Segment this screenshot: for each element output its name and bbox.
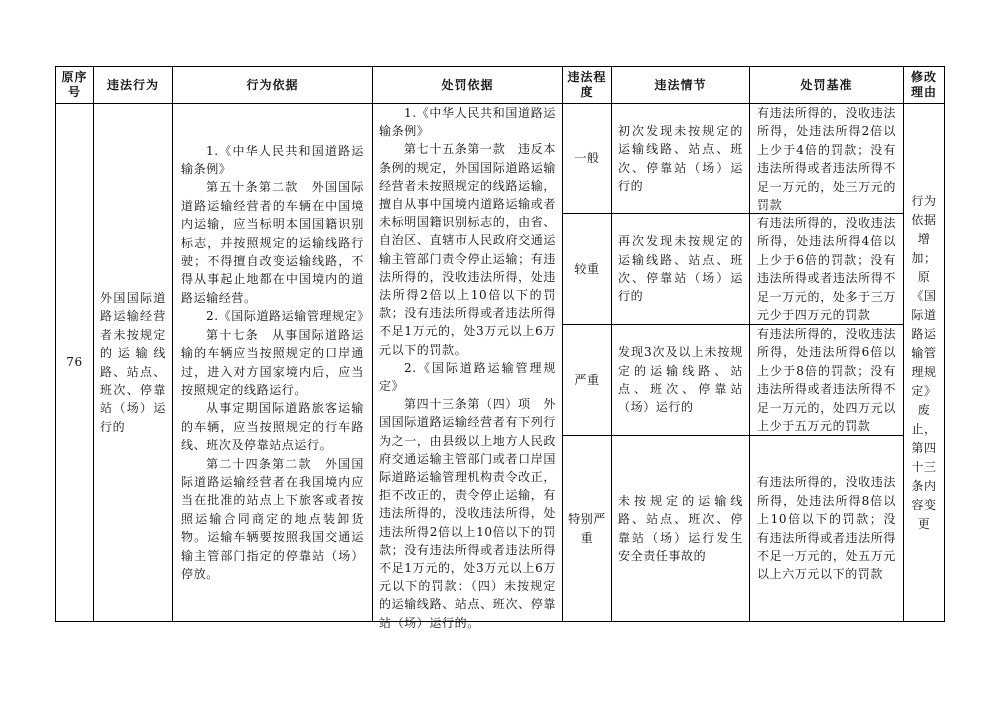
violation-cell [93,103,172,622]
penalty-standard-cell-severe [749,324,903,435]
severity-cell-general [562,103,611,213]
circumstances-text: 初次发现未按规定的运输线路、站点、班次、停靠站（场）运行的 [618,123,743,193]
header-circumstances: 违法情节 [611,66,749,103]
violation-text: 外国国际道路运输经营者未按规定的运输线路、站点、班次、停靠站（场）运行的 [100,290,166,434]
circumstances-text: 再次发现未按规定的运输线路、站点、班次、停靠站（场）运行的 [618,234,743,304]
severity-label: 一般 [574,151,600,166]
conduct-basis-paragraph: 从事定期国际道路旅客运输的车辆，应当按照规定的行车路线、班次及停靠站点运行。 [181,401,364,453]
circumstances-text: 未按规定的运输线路、站点、班次、停靠站（场）运行发生安全责任事故的 [618,493,743,563]
conduct-basis-paragraph: 第二十四条第二款 外国国际道路运输经营者在我国境内应当在批准的站点上下旅客或者按照运输合同商定的地点装卸货物。运输车辆要按照我国交通运输主管部门指定的停靠站（场）停放。 [181,456,364,581]
penalty-standard-text: 有违法所得的，没收违法所得，处违法所得6倍以上少于8倍的罚款；没有违法所得或者违法所得不足一万元的，处四万元以上少于五万元的罚款 [757,327,896,434]
severity-cell-serious [562,213,611,324]
penalty-basis-paragraph: 1.《中华人民共和国道路运输条例》 [379,106,556,139]
conduct-basis-paragraph: 第五十条第二款 外国国际道路运输经营者的车辆在中国境内运输，应当标明本国国籍识别标志，并按照规定的运输线路行驶；不得擅自改变运输线路，不得从事起止地都在中国境内的道路运输经营。 [181,180,364,305]
header-revision-reason: 修改理由 [903,66,945,103]
severity-cell-severe [562,324,611,435]
severity-label: 较重 [574,261,600,276]
penalty-standard-table [55,66,945,630]
header-violation: 违法行为 [93,66,172,103]
severity-label: 特别严重 [568,512,606,545]
penalty-basis-cell [372,103,562,630]
conduct-basis-text [181,142,370,584]
circumstances-cell-serious [611,213,749,324]
circumstances-cell-especially-severe [611,435,749,622]
penalty-standard-text: 有违法所得的，没收违法所得，处违法所得8倍以上10倍以下的罚款；没有违法所得或者违法所得不足一万元的，处五万元以上六万元以下的罚款 [757,475,896,582]
penalty-basis-paragraph: 第四十三条第（四）项 外国国际道路运输经营者有下列行为之一，由县级以上地方人民政府交通运输主管部门或者口岸国际道路运输管理机构责令改正，拒不改正的，责令停止运输，有违法所得的，没收违法所得，处违法所得2倍以上10倍以下的罚款；没有违法所得或者违法所得不足1万元的，处3万元以上6万元以下的罚款：（四）未按规定的运输线路、站点、班次、停靠站（场）运行的。 [379,397,556,630]
header-penalty-standard: 处罚基准 [749,66,903,103]
header-serial: 原序号 [55,66,93,103]
conduct-basis-paragraph: 第十七条 从事国际道路运输的车辆应当按照规定的口岸通过，进入对方国家境内后，应当按照规定的线路运行。 [181,327,364,397]
circumstances-text: 发现3次及以上未按规定的运输线路、站点、班次、停靠站（场）运行的 [618,345,743,415]
conduct-basis-paragraph: 1.《中华人民共和国道路运输条例》 [181,143,364,177]
circumstances-cell-general [611,103,749,213]
severity-label: 严重 [574,372,600,387]
header-severity: 违法程度 [562,66,611,103]
penalty-standard-cell-serious [749,213,903,324]
severity-cell-especially-severe [562,435,611,622]
conduct-basis-paragraph: 2.《国际道路运输管理规定》 [206,309,370,324]
serial-number: 76 [66,355,83,370]
penalty-standard-cell-especially-severe [749,435,903,622]
conduct-basis-cell [172,103,372,622]
penalty-standard-cell-general [749,103,903,213]
revision-reason-cell [903,103,945,622]
penalty-basis-paragraph: 2.《国际道路运输管理规定》 [379,360,556,394]
penalty-standard-text: 有违法所得的，没收违法所得，处违法所得2倍以上少于4倍的罚款；没有违法所得或者违法所得不足一万元的，处三万元的罚款 [757,106,896,213]
circumstances-cell-severe [611,324,749,435]
header-conduct-basis: 行为依据 [172,66,372,103]
penalty-basis-text [379,104,556,632]
penalty-basis-paragraph: 第七十五条第一款 违反本条例的规定，外国国际道路运输经营者未按照规定的线路运输，擅自从事中国境内道路运输或者未标明国籍识别标志的，由省、自治区、直辖市人民政府交通运输主管部门责令停止运输；有违法所得的，没收违法所得，处违法所得2倍以上10倍以下的罚款；没有违法所得或者违法所得不足1万元的，处3万元以上6万元以下的罚款。 [379,142,556,357]
penalty-standard-text: 有违法所得的，没收违法所得，处违法所得4倍以上少于6倍的罚款；没有违法所得或者违法所得不足一万元的，处多于三万元少于四万元的罚款 [757,216,896,323]
header-penalty-basis: 处罚依据 [372,66,562,103]
revision-reason-text: 行为依据增加；原《国际道路运输管理规定》废止，第四十三条内容变更 [911,193,937,531]
serial-number-cell [55,103,93,622]
